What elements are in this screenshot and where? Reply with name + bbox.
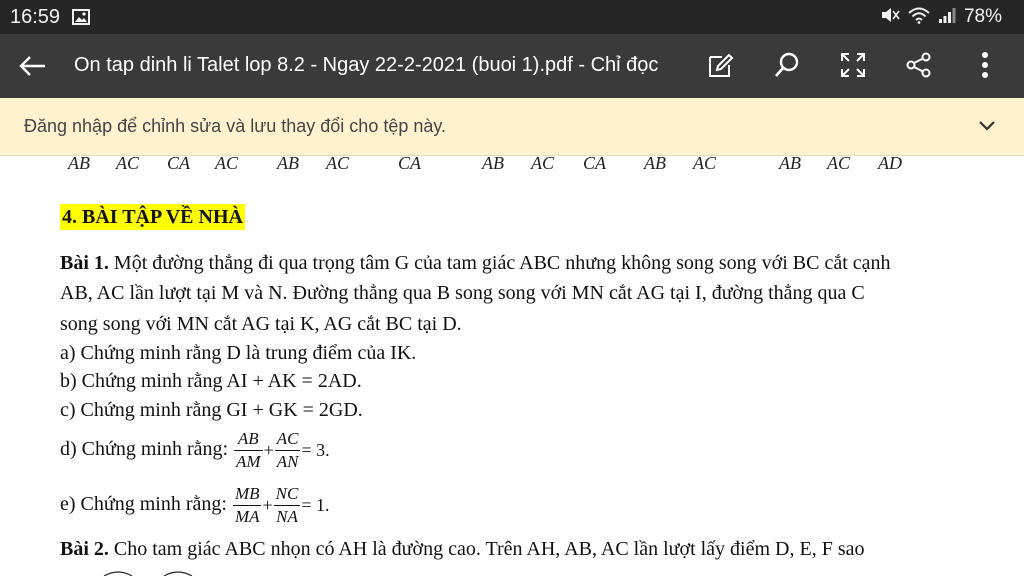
fullscreen-button[interactable]: [836, 48, 870, 82]
cut-label: AB: [277, 156, 299, 173]
search-icon: [773, 51, 801, 79]
cut-label: AB: [68, 156, 90, 173]
chevron-down-icon[interactable]: [978, 117, 996, 136]
fraction-nc-na: $\frac{NC}{NA}$: [275, 484, 299, 526]
edit-button[interactable]: [704, 48, 738, 82]
bai1-part-a: a) Chứng minh rằng D là trung điểm của IK.: [60, 342, 417, 364]
bai1-part-d: d) Chứng minh rằng: $\frac{AB}{AM}$ + $\frac{AC}{AN}$ = 3.: [60, 429, 330, 471]
cut-label: CA: [583, 156, 607, 173]
part-d-result: = 3.: [301, 440, 330, 460]
bai1-text-1: Một đường thẳng đi qua trọng tâm G của tam giác ABC nhưng không song song với BC cắt cạnh: [113, 252, 891, 274]
part-e-result: = 1.: [301, 495, 330, 515]
app-bar: [0, 34, 1024, 98]
part-d-prefix: d) Chứng minh rằng:: [60, 438, 229, 461]
bai2-text: Cho tam giác ABC nhọn có AH là đường cao. Trên AH, AB, AC lần lượt lấy điểm D, E, F sao: [113, 538, 865, 560]
section-heading: 4. BÀI TẬP VỀ NHÀ: [62, 206, 243, 228]
cut-label: AC: [827, 156, 851, 173]
bai2-label: Bài 2.: [60, 538, 109, 560]
cut-label: AC: [693, 156, 717, 173]
bai1-line1: [60, 252, 891, 275]
fraction-ac-an: $\frac{AC}{AN}$: [276, 429, 299, 471]
fraction-mb-ma: $\frac{MB}{MA}$: [234, 484, 260, 526]
bai1-label: Bài 1.: [60, 252, 109, 274]
signal-icon: [938, 6, 956, 28]
bai1-part-b: b) Chứng minh rằng AI + AK = 2AD.: [60, 370, 362, 392]
pdf-page[interactable]: [0, 156, 1024, 576]
cut-label: AB: [779, 156, 801, 173]
banner-message: Đăng nhập để chỉnh sửa và lưu thay đổi cho tệp này.: [24, 116, 447, 136]
bai1-part-c: c) Chứng minh rằng GI + GK = 2GD.: [60, 399, 363, 421]
back-button[interactable]: [16, 51, 48, 81]
bai1-line2: AB, AC lần lượt tại M và N. Đường thẳng qua B song song với MN cắt AG tại I, đường thẳng qua C: [60, 282, 865, 304]
cut-label: AC: [215, 156, 239, 173]
bai1-line3: song song với MN cắt AG tại K, AG cắt BC tại D.: [60, 313, 462, 335]
wifi-icon: [908, 6, 930, 28]
cut-label: AC: [116, 156, 140, 173]
cut-label: AC: [326, 156, 350, 173]
search-button[interactable]: [770, 48, 804, 82]
cut-label: AB: [482, 156, 504, 173]
fullscreen-icon: [840, 52, 866, 78]
sign-in-banner[interactable]: [0, 98, 1024, 156]
cut-label: CA: [398, 156, 422, 173]
share-icon: [905, 51, 933, 79]
bai1-part-e: e) Chứng minh rằng: $\frac{MB}{MA}$ + $\frac{NC}{NA}$ = 1.: [60, 484, 330, 526]
battery-percent: 78%: [963, 6, 1002, 27]
fraction-ab-am: $\frac{AB}{AM}$: [236, 429, 261, 471]
bai2-line1: [60, 538, 865, 561]
share-button[interactable]: [902, 48, 936, 82]
status-bar: [0, 0, 1024, 34]
part-e-prefix: e) Chứng minh rằng:: [60, 493, 227, 516]
cut-label: AB: [644, 156, 666, 173]
document-title: On tap dinh li Talet lop 8.2 - Ngay 22-2-2021 (buoi 1).pdf - Chỉ đọc: [74, 54, 659, 76]
mute-icon: [880, 6, 900, 28]
cut-arc-marks: [100, 566, 210, 576]
gallery-icon: [72, 9, 90, 29]
cut-label: AC: [531, 156, 555, 173]
more-vert-icon: [980, 51, 990, 79]
status-time: 16:59: [10, 6, 61, 28]
cut-label: CA: [167, 156, 191, 173]
edit-pen-icon: [707, 51, 735, 79]
back-arrow-icon: [18, 55, 46, 77]
more-options-button[interactable]: [968, 48, 1002, 82]
cut-label: AD: [878, 156, 902, 173]
